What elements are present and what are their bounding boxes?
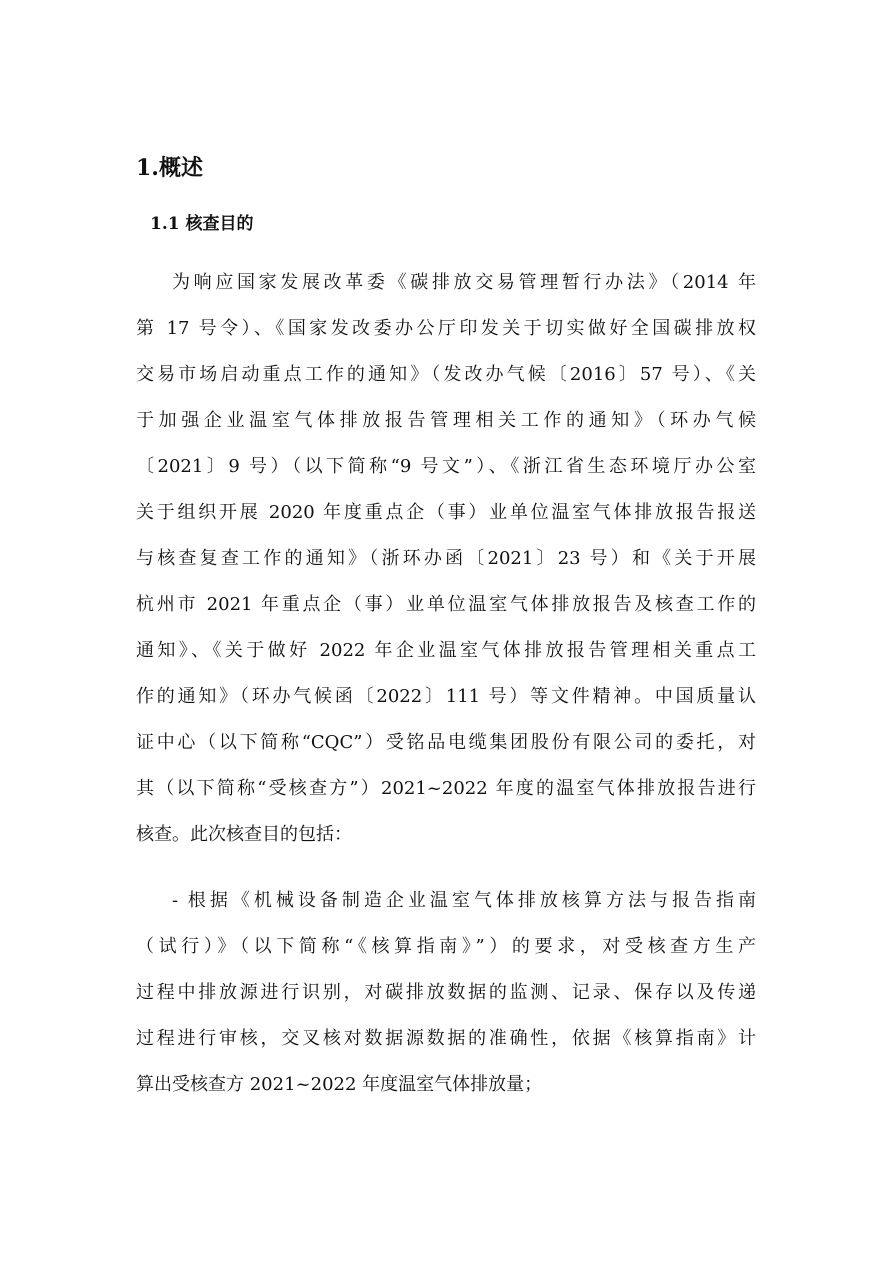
paragraph-line: 作的通知》（环办气候函〔2022〕111 号）等文件精神。中国质量认: [136, 686, 756, 707]
paragraph-line: 于加强企业温室气体排放报告管理相关工作的通知》（环办气候: [136, 410, 756, 431]
paragraph-line: 交易市场启动重点工作的通知》（发改办气候〔2016〕57 号）、《关: [136, 364, 756, 385]
section-heading: 1.概述: [136, 155, 203, 181]
paragraph-line: 过程中排放源进行识别，对碳排放数据的监测、记录、保存以及传递: [136, 982, 756, 1003]
paragraph-line: 通知》、《关于做好 2022 年企业温室气体排放报告管理相关重点工: [136, 640, 756, 661]
paragraph-line: 杭州市 2021 年重点企（事）业单位温室气体排放报告及核查工作的: [136, 594, 756, 615]
paragraph-line: 算出受核查方 2021~2022 年度温室气体排放量；: [136, 1074, 543, 1095]
paragraph-line: 其（以下简称“受核查方”）2021~2022 年度的温室气体排放报告进行: [136, 778, 756, 799]
paragraph-line: 过程进行审核，交叉核对数据源数据的准确性，依据《核算指南》计: [136, 1028, 756, 1049]
paragraph-line: - 根据《机械设备制造企业温室气体排放核算方法与报告指南: [172, 890, 756, 911]
paragraph-line: 关于组织开展 2020 年度重点企（事）业单位温室气体排放报告报送: [136, 502, 756, 523]
paragraph-line: 证中心（以下简称“CQC”）受铭品电缆集团股份有限公司的委托，对: [136, 732, 756, 753]
paragraph-line: 与核查复查工作的通知》（浙环办函〔2021〕23 号）和《关于开展: [136, 548, 756, 569]
paragraph-line: 〔2021〕9 号）（以下简称“9 号文”）、《浙江省生态环境厅办公室: [136, 456, 756, 477]
paragraph-line: 为响应国家发展改革委《碳排放交易管理暂行办法》（2014 年: [172, 272, 756, 293]
subsection-heading: 1.1 核查目的: [150, 214, 254, 234]
paragraph-line: （试行）》（以下简称“《核算指南》”）的要求，对受核查方生产: [136, 936, 756, 957]
paragraph-line: 核查。此次核查目的包括：: [136, 824, 352, 845]
paragraph-line: 第 17 号令）、《国家发改委办公厅印发关于切实做好全国碳排放权: [136, 318, 756, 339]
